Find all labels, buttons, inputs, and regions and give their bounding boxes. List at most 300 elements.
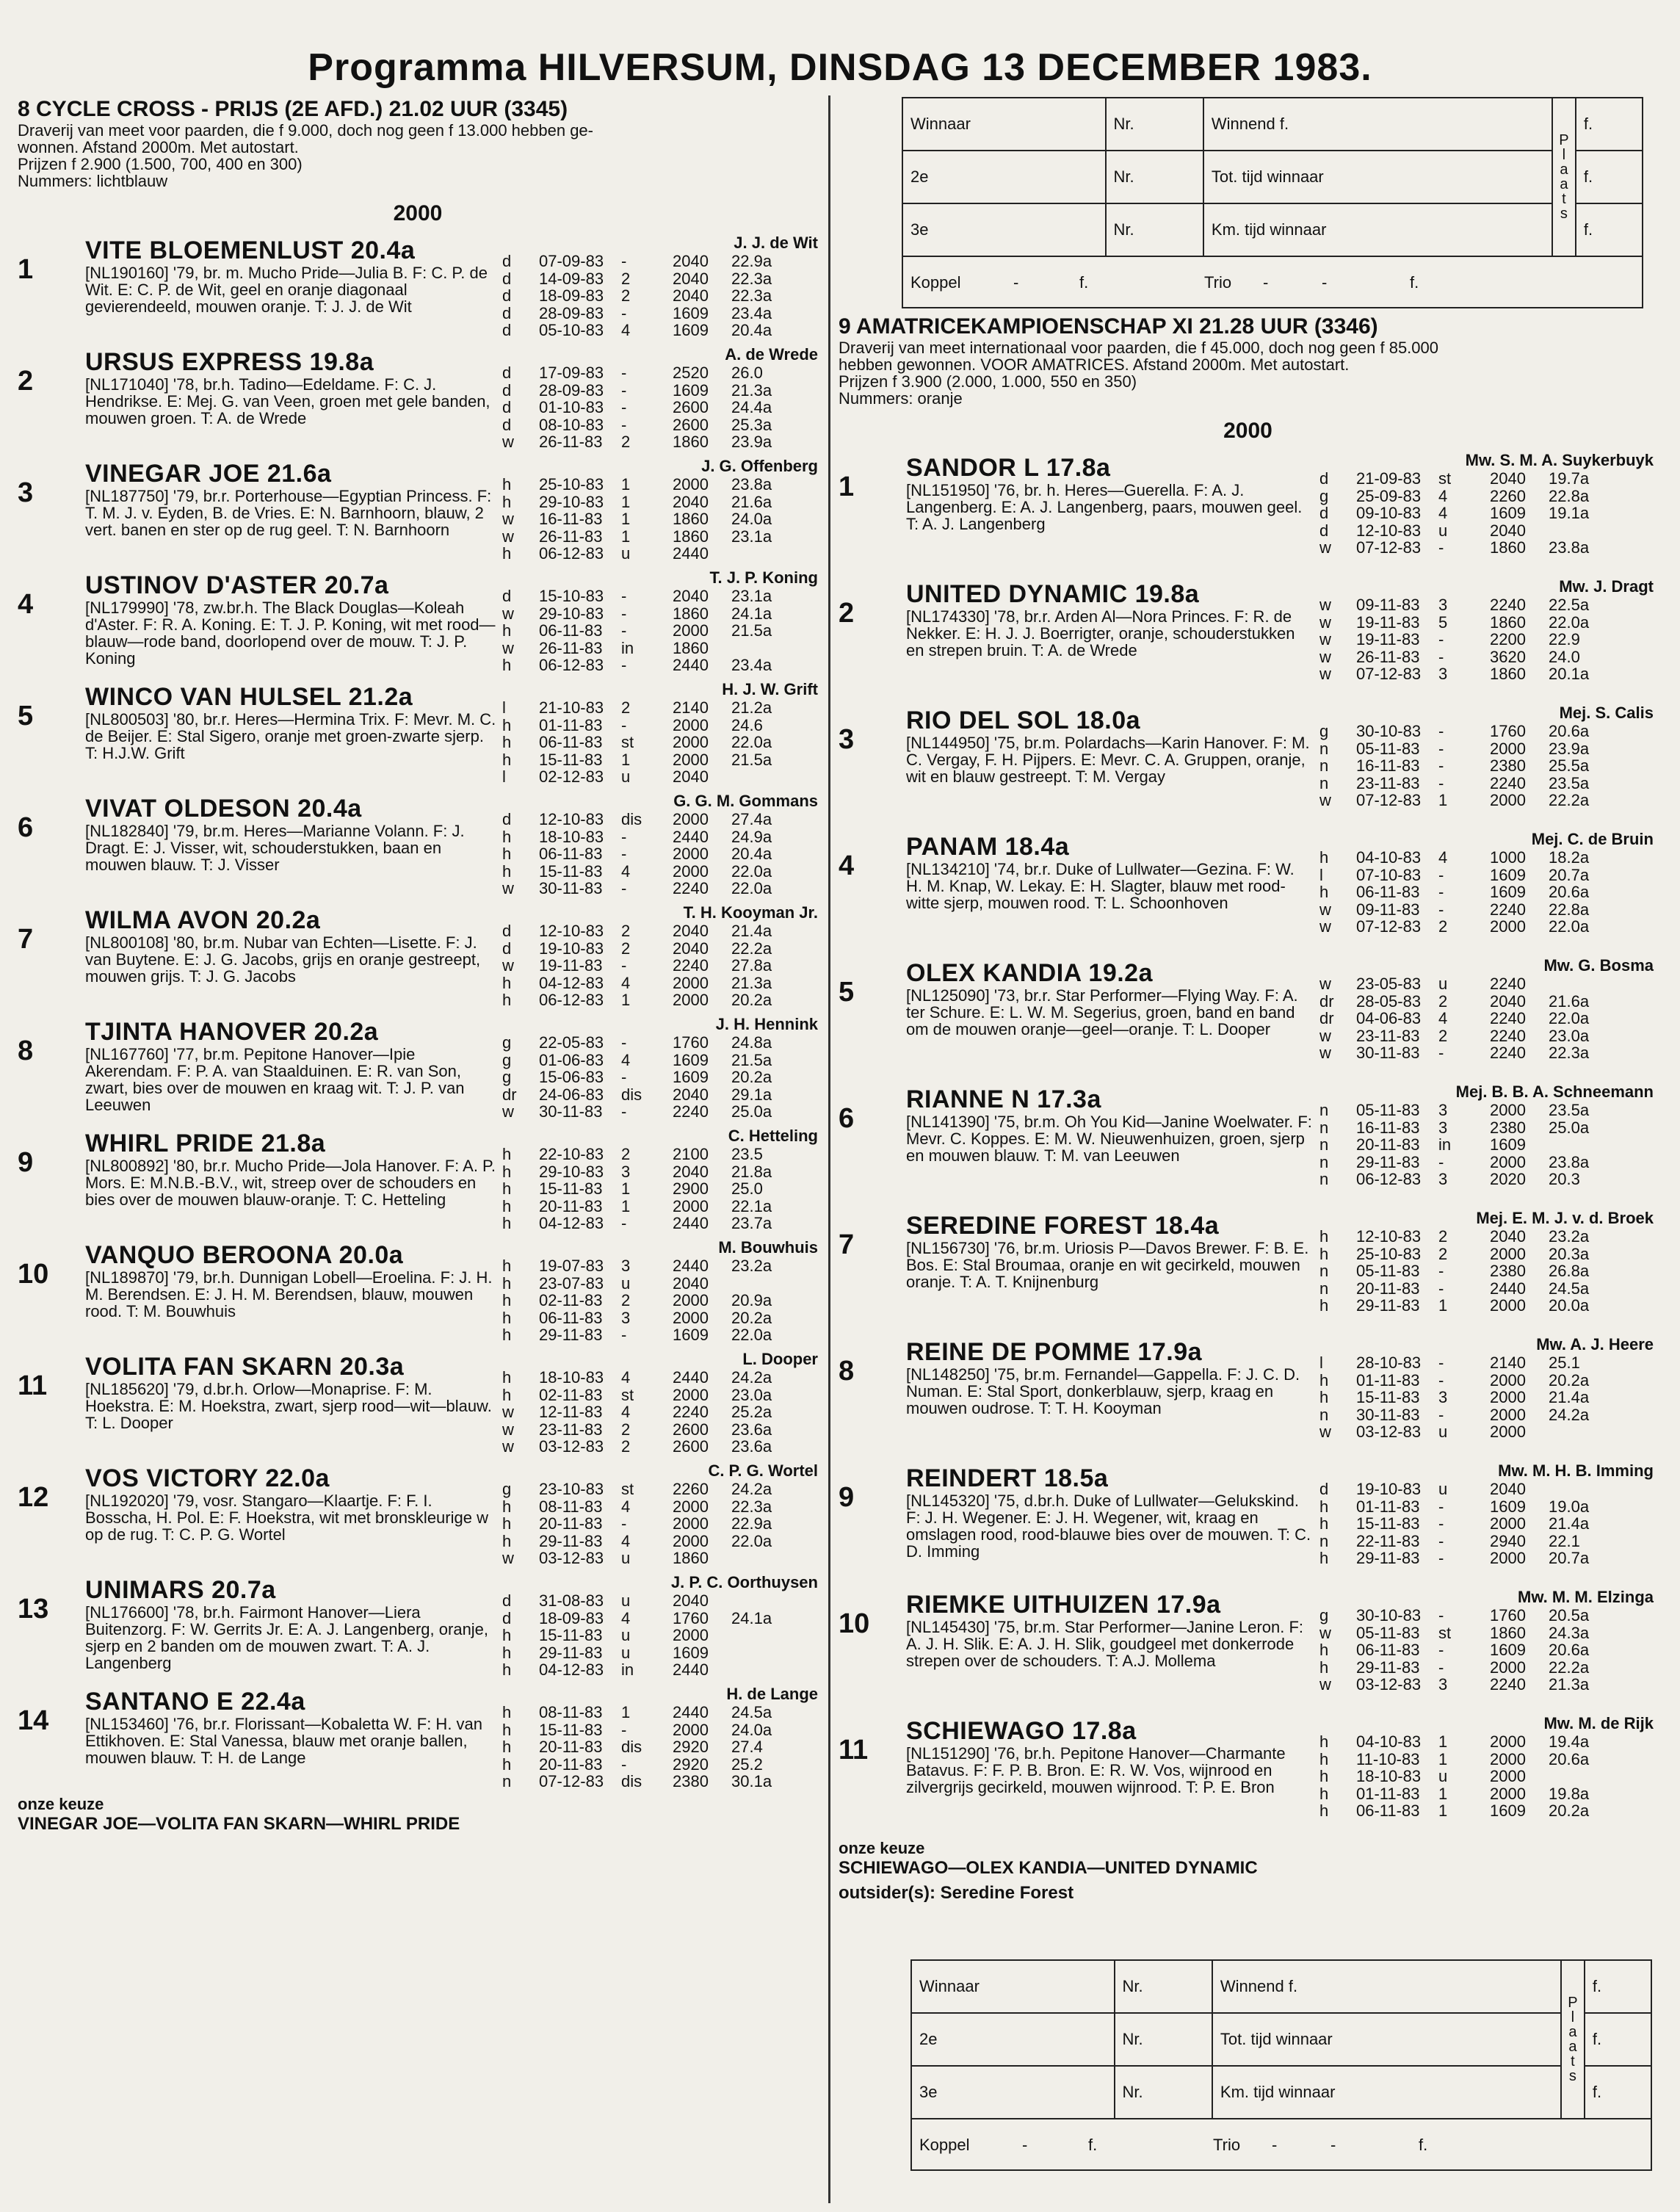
form-cell: 22.0a: [731, 733, 772, 751]
form-cell: 25.2: [731, 1754, 763, 1774]
form-cell: 2440: [673, 1703, 709, 1721]
race-9-column: [839, 314, 1657, 1904]
form-cell: [1549, 522, 1615, 540]
form-cell: 15-11-83: [1356, 1388, 1420, 1406]
form-cell: dr: [502, 1085, 517, 1104]
form-cell: 23.1a: [731, 587, 772, 605]
form-cell: 20.3: [1549, 1170, 1580, 1188]
form-cell: 26.8a: [1549, 1262, 1590, 1280]
result-form-race-9: [910, 1959, 1652, 2171]
form-cell: 03-12-83: [539, 1549, 604, 1567]
form-cell: h: [502, 1385, 512, 1404]
horse-description: [NL145320] '75, d.br.h. Duke of Lullwater—Gelukskind. F: J. H. Wegener. E: J. H. Wegener, wit, kraag en omslagen rood, rood-blauwe bies over de mouwen. T: C. D. Imming: [906, 1492, 1311, 1561]
form-cell: 25.0a: [731, 1102, 772, 1121]
driver-name: G. G. M. Gommans: [673, 792, 818, 810]
form-row: [502, 828, 825, 846]
race-9-keuze: SCHIEWAGO—OLEX KANDIA—UNITED DYNAMIC: [839, 1858, 1258, 1878]
form-cell: [731, 1627, 797, 1644]
form-cell: -: [621, 656, 627, 674]
driver-name: Mw. M. H. B. Imming: [1498, 1461, 1654, 1480]
form-cell: -: [621, 1514, 627, 1533]
form-cell: 1: [621, 991, 631, 1009]
form-row: [502, 305, 825, 322]
result-dash: -: [1272, 2136, 1278, 2154]
form-cell: h: [502, 1196, 512, 1215]
result-cell-f: f.: [1576, 98, 1643, 151]
form-cell: w: [502, 1403, 514, 1421]
form-cell: h: [1319, 1296, 1329, 1315]
result-cell-tweede: 2e: [902, 151, 1106, 203]
form-cell: 16-11-83: [1356, 756, 1420, 775]
form-row: [1319, 792, 1643, 809]
form-cell: h: [502, 1326, 512, 1344]
form-cell: 24.5a: [1549, 1279, 1590, 1298]
form-cell: h: [502, 1531, 512, 1550]
form-cell: -: [621, 1326, 627, 1344]
horse-number: 2: [839, 598, 855, 629]
form-cell: 3: [1438, 1675, 1448, 1694]
form-cell: 2000: [673, 1385, 709, 1404]
form-row: [1319, 1262, 1643, 1280]
form-cell: 29-11-83: [1356, 1296, 1420, 1315]
form-cell: n: [1319, 1170, 1329, 1188]
form-cell: 2: [621, 1420, 631, 1439]
form-cell: in: [621, 1660, 634, 1679]
form-cell: 06-11-83: [1356, 1641, 1420, 1659]
form-cell: w: [1319, 900, 1331, 919]
form-cell: h: [502, 656, 512, 674]
form-cell: 4: [1438, 1009, 1448, 1027]
form-table: [502, 1146, 825, 1232]
result-row: [902, 151, 1643, 203]
form-row: [502, 640, 825, 657]
result-f: f.: [1079, 273, 1089, 292]
form-cell: 16-11-83: [539, 510, 603, 528]
form-row: [502, 863, 825, 881]
form-cell: 19-11-83: [539, 956, 603, 975]
horse-number: 6: [839, 1103, 855, 1134]
driver-name: T. J. P. Koning: [709, 568, 818, 587]
form-cell: 1860: [673, 1549, 709, 1567]
form-row: [502, 399, 825, 416]
form-cell: 23-07-83: [539, 1273, 604, 1293]
form-cell: 19.4a: [1549, 1732, 1590, 1751]
form-row: [1319, 505, 1643, 522]
form-cell: 3620: [1490, 647, 1526, 666]
horse-name: PANAM 18.4a: [906, 833, 1070, 861]
result-koppel: Koppel: [919, 2136, 970, 2154]
form-cell: -: [621, 364, 627, 382]
form-cell: 29-11-83: [1356, 1658, 1420, 1677]
form-cell: 23.6a: [731, 1420, 772, 1439]
form-cell: -: [621, 587, 627, 605]
form-row: [502, 1146, 825, 1163]
race-9-keuze-label: onze keuze: [839, 1839, 925, 1857]
form-cell: h: [502, 1626, 512, 1644]
form-row: [1319, 1659, 1643, 1677]
form-cell: g: [1319, 1606, 1329, 1624]
form-cell: 2000: [673, 475, 709, 494]
form-cell: 29-10-83: [539, 492, 604, 511]
form-row: [1319, 1423, 1643, 1441]
form-cell: 2000: [673, 1497, 709, 1516]
result-cell-winnend: Winnend f.: [1212, 1960, 1561, 2013]
form-cell: 28-05-83: [1356, 991, 1422, 1011]
driver-name: L. Dooper: [742, 1350, 818, 1368]
form-cell: 2940: [1490, 1531, 1526, 1550]
form-cell: 1860: [1490, 665, 1526, 683]
form-cell: 2000: [673, 991, 709, 1009]
form-cell: -: [621, 715, 627, 734]
form-cell: 28-10-83: [1356, 1353, 1422, 1372]
form-cell: 22.0a: [1549, 612, 1590, 632]
form-cell: -: [1438, 1262, 1444, 1280]
form-row: [502, 528, 825, 546]
form-cell: 30-11-83: [539, 1102, 603, 1121]
form-cell: 2: [621, 269, 631, 288]
form-row: [1319, 1246, 1643, 1263]
form-row: [502, 699, 825, 717]
form-cell: 15-11-83: [539, 861, 603, 881]
form-cell: 19.1a: [1549, 504, 1590, 522]
horse-entry: [18, 1013, 818, 1125]
form-cell: 23-10-83: [539, 1480, 604, 1498]
horse-entry: [839, 1586, 1657, 1713]
form-row: [502, 1773, 825, 1790]
driver-name: Mw. M. M. Elzinga: [1518, 1588, 1654, 1606]
horse-entry: [18, 1572, 818, 1683]
result-dash: -: [1022, 2136, 1028, 2154]
form-cell: 23.5a: [1549, 1101, 1590, 1119]
horse-name: URSUS EXPRESS 19.8a: [85, 348, 374, 376]
race-9-header: 9 AMATRICEKAMPIOENSCHAP XI 21.28 UUR (3346): [839, 314, 1378, 339]
form-cell: 2000: [1490, 1549, 1526, 1567]
horse-name: VIVAT OLDESON 20.4a: [85, 795, 362, 823]
form-cell: 25-10-83: [1356, 1244, 1422, 1263]
form-cell: -: [1438, 773, 1444, 792]
horse-number: 5: [839, 977, 855, 1008]
form-cell: 23.0a: [731, 1385, 772, 1404]
horse-description: [NL179990] '78, zw.br.h. The Black Douglas—Koleah d'Aster. F: R. A. Koning. E: T. J. P. Koning, wit met rood—blauw—rode band, doorlopend over de mouw. T: J. P. Koning: [85, 599, 496, 668]
form-cell: 09-11-83: [1356, 596, 1420, 614]
form-table: [1319, 1354, 1643, 1441]
plaats-letter: a: [1560, 162, 1568, 178]
form-cell: 1609: [1490, 1497, 1526, 1516]
form-cell: 4: [621, 973, 631, 992]
form-cell: 1860: [673, 510, 709, 528]
form-cell: g: [502, 1033, 512, 1052]
form-row: [502, 940, 825, 958]
form-cell: 23.6a: [731, 1437, 772, 1456]
horse-name: UNIMARS 20.7a: [85, 1576, 276, 1604]
form-cell: -: [621, 604, 627, 623]
form-cell: -: [1438, 1405, 1444, 1424]
form-cell: 2040: [673, 922, 709, 940]
form-cell: d: [1319, 521, 1329, 540]
form-cell: h: [1319, 1767, 1329, 1785]
form-cell: 2: [621, 286, 631, 305]
form-row: [1319, 1171, 1643, 1188]
form-cell: 2240: [673, 1102, 709, 1121]
form-row: [502, 1387, 825, 1404]
horse-name: WILMA AVON 20.2a: [85, 906, 321, 934]
horse-entry: [18, 1460, 818, 1572]
form-cell: 27.4: [731, 1738, 763, 1756]
form-cell: 18.2a: [1549, 848, 1590, 867]
form-cell: d: [502, 1608, 512, 1627]
result-koppel: Koppel: [910, 273, 961, 292]
form-row: [502, 287, 825, 305]
form-row: [1319, 1733, 1643, 1751]
form-cell: 20-11-83: [539, 1196, 603, 1215]
form-cell: 22.0a: [731, 879, 772, 897]
form-cell: 15-11-83: [1356, 1514, 1420, 1533]
form-table: [502, 699, 825, 786]
form-row: [502, 622, 825, 640]
driver-name: A. de Wrede: [725, 345, 818, 364]
form-cell: n: [1319, 739, 1329, 758]
form-cell: 20.1a: [1549, 665, 1590, 683]
horse-number: 2: [18, 366, 34, 397]
condition-line: wonnen. Afstand 2000m. Met autostart.: [18, 138, 299, 156]
form-cell: 2040: [1490, 1227, 1526, 1246]
form-cell: n: [1319, 773, 1329, 792]
form-cell: 19.8a: [1549, 1784, 1590, 1803]
horse-name: SANDOR L 17.8a: [906, 454, 1111, 482]
condition-line: Draverij van meet internationaal voor paarden, die f 45.000, doch nog geen f 85.000: [839, 339, 1438, 357]
form-cell: 22-10-83: [539, 1145, 604, 1163]
form-cell: 01-11-83: [1356, 1497, 1420, 1516]
form-cell: 09-10-83: [1356, 504, 1422, 522]
form-cell: 12-10-83: [539, 922, 604, 940]
koppel-trio-cell: [902, 256, 1643, 308]
form-cell: st: [621, 1385, 634, 1404]
horse-number: 3: [18, 477, 34, 508]
race-9-distance: 2000: [1223, 419, 1272, 443]
form-cell: h: [1319, 1514, 1329, 1533]
form-cell: -: [1438, 722, 1444, 740]
form-row: [502, 657, 825, 674]
form-cell: 25.0: [731, 1179, 763, 1198]
horse-entry: [18, 790, 818, 902]
form-cell: d: [502, 922, 512, 940]
form-row: [502, 1257, 825, 1275]
form-cell: h: [502, 1291, 512, 1309]
form-cell: 23.4a: [731, 656, 772, 674]
horse-number: 8: [839, 1356, 855, 1387]
driver-name: J. G. Offenberg: [701, 457, 818, 475]
form-cell: w: [1319, 975, 1331, 993]
form-cell: 2000: [1490, 1658, 1526, 1677]
driver-name: H. J. W. Grift: [722, 680, 818, 698]
form-cell: d: [1319, 504, 1329, 522]
form-cell: w: [1319, 612, 1331, 632]
form-cell: 2: [1438, 1227, 1448, 1246]
form-cell: u: [621, 767, 631, 786]
form-cell: h: [502, 475, 512, 494]
form-cell: 2: [621, 922, 631, 940]
form-cell: -: [621, 252, 627, 270]
form-cell: 2000: [1490, 1767, 1526, 1785]
form-cell: 22.0a: [1549, 917, 1590, 936]
form-row: [1319, 470, 1643, 488]
form-row: [502, 416, 825, 434]
form-cell: 1609: [1490, 865, 1526, 884]
horse-number: 7: [18, 924, 34, 955]
form-cell: 28-09-83: [539, 303, 604, 322]
form-row: [1319, 975, 1643, 993]
form-cell: 2000: [1490, 1514, 1526, 1533]
horse-name: VITE BLOEMENLUST 20.4a: [85, 236, 416, 264]
result-cell-nr: Nr.: [1106, 98, 1203, 151]
condition-line: Nummers: lichtblauw: [18, 172, 168, 190]
form-cell: 22.9a: [731, 252, 772, 270]
form-cell: d: [502, 364, 512, 382]
form-cell: 07-12-83: [1356, 665, 1422, 683]
form-cell: 07-12-83: [1356, 791, 1422, 809]
form-cell: 06-11-83: [539, 1308, 603, 1327]
form-cell: 07-12-83: [539, 1772, 604, 1790]
form-cell: 2600: [673, 398, 709, 416]
form-cell: 20-11-83: [1356, 1135, 1420, 1154]
horse-name: RIEMKE UITHUIZEN 17.9a: [906, 1591, 1221, 1619]
form-table: [1319, 1607, 1643, 1694]
form-cell: -: [1438, 538, 1444, 557]
form-cell: -: [621, 1033, 627, 1052]
horse-entry: [18, 1683, 818, 1795]
form-cell: 3: [621, 1308, 631, 1327]
horse-description: [NL151950] '76, br. h. Heres—Guerella. F: A. J. Langenberg. E: A. J. Langenberg, paars, mouwen geel. T: A. J. Langenberg: [906, 481, 1303, 533]
form-cell: 2440: [673, 656, 709, 674]
form-cell: 04-12-83: [539, 1660, 604, 1679]
form-cell: d: [502, 269, 512, 288]
form-cell: d: [502, 415, 512, 434]
form-cell: h: [1319, 883, 1329, 901]
form-cell: l: [502, 767, 506, 786]
form-row: [1319, 1010, 1643, 1027]
form-cell: -: [1438, 647, 1444, 666]
form-row: [502, 494, 825, 511]
result-form-race-8: [902, 97, 1643, 308]
horse-entry: [839, 1081, 1657, 1207]
form-cell: 20.5a: [1549, 1606, 1590, 1624]
form-cell: 18-10-83: [1356, 1767, 1422, 1785]
form-cell: 20-11-83: [539, 1514, 603, 1533]
horse-name: TJINTA HANOVER 20.2a: [85, 1018, 379, 1046]
form-cell: 1: [621, 1703, 631, 1721]
form-cell: 21.5a: [731, 621, 772, 640]
form-cell: h: [502, 621, 512, 640]
form-cell: 05-11-83: [1356, 739, 1420, 758]
horse-entry: [839, 449, 1657, 576]
form-row: [502, 1592, 825, 1610]
form-row: [502, 545, 825, 563]
form-cell: 1760: [673, 1608, 709, 1627]
form-cell: 23.8a: [1549, 538, 1590, 557]
form-cell: 2000: [673, 1720, 709, 1739]
result-row-koppel: [902, 256, 1643, 308]
form-cell: h: [1319, 1388, 1329, 1406]
horse-description: [NL190160] '79, br. m. Mucho Pride—Julia B. F: C. P. de Wit. E: C. P. de Wit, geel en oranje diagonaal gevierendeeld, mouwen oranje. T: J. J. de Wit: [85, 264, 488, 316]
horse-description: [NL174330] '78, br.r. Arden Al—Nora Princes. F: R. de Nekker. E: H. J. J. Boerrigter, oranje, schouderstukken en strepen bruin. T: A. de Wrede: [906, 607, 1295, 659]
form-cell: 08-11-83: [539, 1497, 603, 1516]
horse-description: [NL153460] '76, br.r. Florissant—Kobaletta W. F: H. van Ettikhoven. E: Stal Vanessa, blauw met oranje ballen, mouwen blauw. T: H. de Lange: [85, 1715, 483, 1767]
form-row: [1319, 1372, 1643, 1389]
form-cell: w: [1319, 791, 1331, 809]
form-cell: 4: [621, 861, 631, 881]
form-cell: 3: [1438, 665, 1448, 683]
horse-number: 4: [18, 589, 34, 620]
form-cell: 01-10-83: [539, 398, 604, 416]
horse-entry: [839, 1334, 1657, 1460]
form-cell: h: [1319, 1497, 1329, 1516]
form-cell: w: [1319, 538, 1331, 557]
form-cell: 30-11-83: [539, 879, 603, 897]
plaats-letter: t: [1571, 2053, 1575, 2070]
form-row: [1319, 614, 1643, 632]
form-cell: 21.2a: [731, 698, 772, 717]
horse-entry: [839, 1207, 1657, 1334]
form-row: [502, 364, 825, 382]
form-table: [1319, 975, 1643, 1062]
form-cell: -: [1438, 865, 1444, 884]
form-cell: -: [1438, 630, 1444, 648]
result-f: f.: [1419, 2136, 1428, 2154]
form-cell: 12-10-83: [1356, 521, 1422, 540]
form-cell: 06-11-83: [1356, 1801, 1420, 1820]
horse-description: [NL189870] '79, br.h. Dunnigan Lobell—Eroelina. F: J. H. M. Berendsen. E: J. H. M. Berendsen, blauw, mouwen rood. T: M. Bouwhuis: [85, 1268, 493, 1320]
horse-description: [NL182840] '79, br.m. Heres—Marianne Volann. F: J. Dragt. E: J. Visser, wit, schouderstukken, baan en mouwen blauw. T: J. Visser: [85, 822, 465, 874]
form-row: [502, 253, 825, 270]
horse-number: 6: [18, 812, 34, 843]
form-row: [1319, 596, 1643, 614]
form-cell: 14-09-83: [539, 269, 604, 288]
form-cell: 06-11-83: [539, 845, 603, 863]
form-cell: 2: [1438, 991, 1448, 1011]
form-cell: 04-06-83: [1356, 1009, 1422, 1027]
horse-name: UNITED DYNAMIC 19.8a: [906, 580, 1200, 608]
form-table: [1319, 1733, 1643, 1820]
form-cell: 29-11-83: [539, 1531, 603, 1550]
form-cell: 21.5a: [731, 1050, 772, 1069]
form-table: [502, 1481, 825, 1567]
form-cell: 05-11-83: [1356, 1262, 1420, 1280]
condition-line: Draverij van meet voor paarden, die f 9.000, doch nog geen f 13.000 hebben ge-: [18, 121, 593, 140]
form-row: [502, 717, 825, 734]
form-cell: h: [502, 750, 512, 769]
form-cell: h: [502, 1514, 512, 1533]
form-cell: 1609: [1490, 504, 1526, 522]
form-row: [502, 1627, 825, 1644]
form-cell: l: [502, 698, 506, 717]
horse-entry: [18, 232, 818, 344]
form-row: [502, 270, 825, 288]
form-row: [502, 922, 825, 940]
form-row: [502, 1550, 825, 1567]
form-cell: 2: [621, 1291, 631, 1309]
form-cell: 06-12-83: [1356, 1170, 1422, 1188]
horse-description: [NL176600] '78, br.h. Fairmont Hanover—Liera Buitenzorg. F: W. Gerrits Jr. E: A. J. Langenberg, oranje, sjerp en 2 banden om de mouwen zwart. T: A. J. Langenberg: [85, 1603, 489, 1672]
form-cell: h: [1319, 1749, 1329, 1768]
form-cell: [731, 1592, 797, 1610]
form-cell: 4: [621, 1531, 631, 1550]
horse-description: [NL800503] '80, br.r. Heres—Hermina Trix. F: Mevr. M. C. de Beijer. E: Stal Sigero, oranje met groen-zwarte sjerp. T: H.J.W. Grift: [85, 710, 496, 762]
result-row: [911, 2013, 1651, 2066]
form-cell: 24.3a: [1549, 1623, 1590, 1642]
form-cell: 3: [1438, 596, 1448, 614]
form-row: [1319, 1641, 1643, 1659]
result-row: [902, 203, 1643, 256]
